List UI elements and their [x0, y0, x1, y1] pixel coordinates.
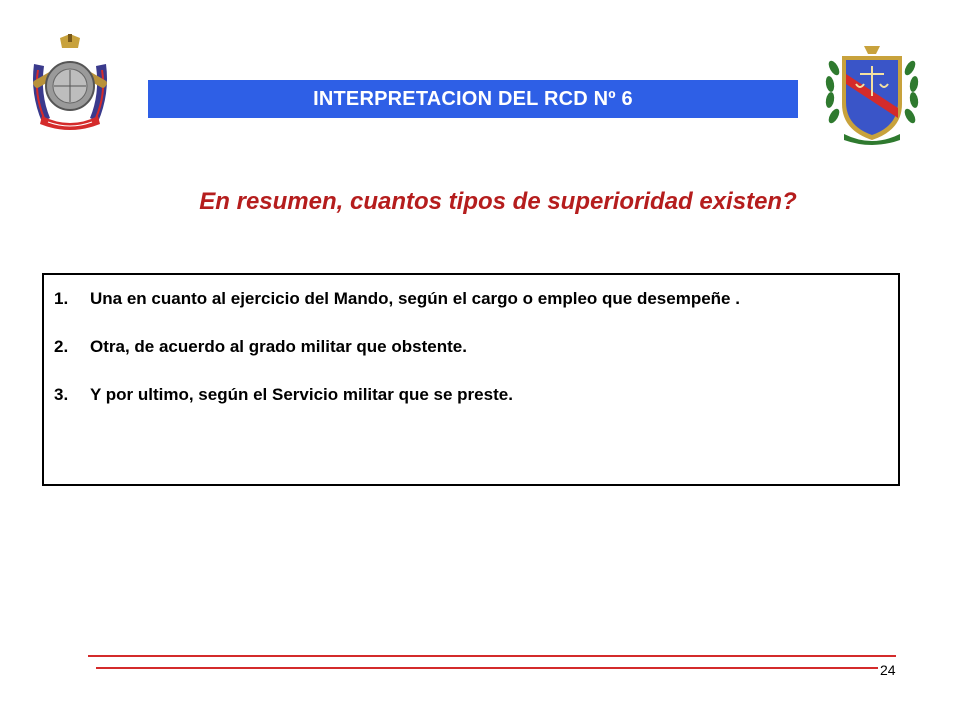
page-number: 24 — [880, 662, 896, 678]
answer-box — [42, 273, 900, 486]
list-item-text: Otra, de acuerdo al grado militar que obstente. — [90, 337, 467, 356]
list-item-number: 3. — [54, 385, 69, 404]
list-item-text: Una en cuanto al ejercicio del Mando, según el cargo o empleo que desempeñe . — [90, 289, 740, 308]
list-item — [54, 335, 890, 358]
footer-rule-bottom — [96, 667, 878, 669]
answer-list — [54, 287, 890, 406]
list-item-number: 2. — [54, 337, 69, 356]
slide-title: INTERPRETACION DEL RCD Nº 6 — [313, 87, 633, 110]
list-item — [54, 383, 890, 406]
list-item — [54, 287, 890, 310]
left-crest-icon — [28, 34, 112, 134]
question-heading: En resumen, cuantos tipos de superioridad existen? — [199, 188, 797, 215]
list-item-text: Y por ultimo, según el Servicio militar que se preste. — [90, 385, 513, 404]
right-shield-icon — [824, 44, 920, 148]
list-item-number: 1. — [54, 289, 69, 308]
footer-rule-top — [88, 655, 896, 657]
slide-title-bar — [148, 80, 798, 118]
